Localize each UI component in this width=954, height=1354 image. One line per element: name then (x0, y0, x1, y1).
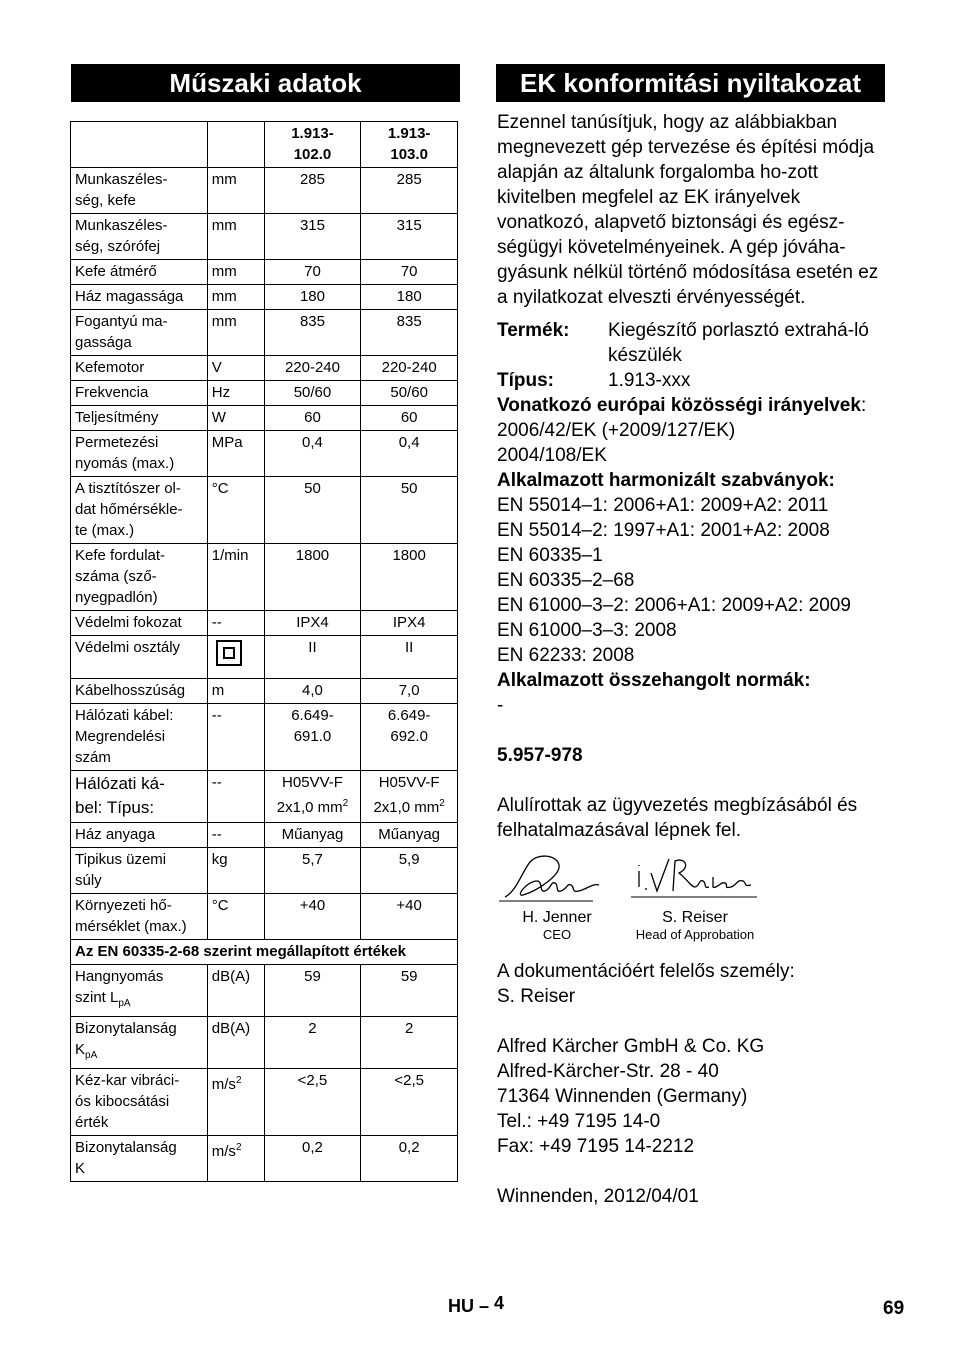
row-value (361, 544, 458, 611)
row-value-text: 835 (396, 313, 422, 330)
row-unit (207, 771, 264, 823)
company-line: 71364 Winnenden (Germany) (497, 1086, 748, 1107)
row-value-text: <2,5 (297, 1072, 328, 1089)
standard-item: EN 55014–2: 1997+A1: 2001+A2: 2008 (497, 520, 830, 541)
row-label-text: Hangnyomás szint L (75, 968, 164, 1006)
row-value-text: 315 (396, 217, 422, 234)
row-unit-text: dB(A) (211, 968, 251, 985)
row-unit (207, 260, 264, 285)
table-row (71, 704, 458, 771)
row-value (361, 260, 458, 285)
directive-item: 2006/42/EK (+2009/127/EK) (497, 420, 736, 441)
declaration-section (497, 110, 887, 1209)
row-value-text: +40 (299, 897, 326, 914)
row-value (361, 704, 458, 771)
row-label-text: Védelmi fokozat (75, 614, 182, 631)
row-label-text: Munkaszéles- ség, szórófej (75, 217, 168, 255)
footer-dash: – (479, 1296, 490, 1316)
column-header-text: 1.913- 103.0 (387, 125, 431, 163)
table-row (71, 406, 458, 431)
row-label (71, 679, 208, 704)
standards-label: Alkalmazott harmonizált szabványok: (497, 470, 835, 491)
row-label-text: Munkaszéles- ség, kefe (75, 171, 168, 209)
row-value (264, 1136, 361, 1182)
protection-class-ii-icon (216, 640, 242, 666)
row-unit (207, 544, 264, 611)
row-value (361, 823, 458, 848)
column-header-text: 1.913- 102.0 (291, 125, 334, 163)
row-unit (207, 285, 264, 310)
row-value-text: 0,4 (398, 434, 420, 451)
row-unit-text: dB(A) (211, 1020, 251, 1037)
row-value-text: 285 (299, 171, 325, 188)
row-value-text: 0,2 (302, 1139, 323, 1156)
row-unit (207, 477, 264, 544)
table-row (71, 1136, 458, 1182)
row-unit (207, 1069, 264, 1136)
row-label-text: Kéz-kar vibráci- ós kibocsátási érték (75, 1072, 180, 1131)
row-value-text: 835 (299, 313, 325, 330)
standard-item: EN 62233: 2008 (497, 645, 635, 666)
row-value-text: Műanyag (378, 826, 441, 843)
row-value (264, 1017, 361, 1069)
standard-item: EN 60335–1 (497, 545, 603, 566)
row-value-text: 0,4 (302, 434, 323, 451)
row-value-text: 6.649- 692.0 (387, 707, 431, 745)
table-row (71, 356, 458, 381)
signature-reiser-image (625, 851, 765, 909)
row-value (361, 381, 458, 406)
row-value (264, 285, 361, 310)
row-label (71, 285, 208, 310)
row-unit-text: mm (211, 288, 237, 305)
row-unit-text: mm (211, 313, 237, 330)
row-value-text: 70 (400, 263, 418, 280)
row-unit-text: °C (211, 480, 229, 497)
table-header-row (71, 122, 458, 168)
row-value (361, 771, 458, 823)
table-row (71, 431, 458, 477)
declaration-intro: Ezennel tanúsítjuk, hogy az alábbiakban megnevezett gép tervezése és építési módja alapján az általunk forgalomba ho-zott kivitelben megfelel az EK irányelvek vonatkozó, alapvető biztonsági és egész-ségügyi követelményeinek. A gép jóváha-gyásunk nélkül történő módosítása esetén ez a nyilatkozat elveszti érvényességét. (497, 112, 879, 308)
row-value-text: 50 (304, 480, 321, 497)
table-row (71, 636, 458, 679)
row-unit (207, 636, 264, 679)
row-value-text: Műanyag (281, 826, 344, 843)
table-row (71, 285, 458, 310)
row-unit (207, 1017, 264, 1069)
technical-data-header: Műszaki adatok (71, 64, 460, 102)
row-label-subscript: pA (85, 1050, 98, 1061)
row-unit (207, 406, 264, 431)
table-row (71, 679, 458, 704)
row-unit (207, 679, 264, 704)
row-value-superscript: 2 (342, 798, 349, 809)
row-value-text: H05VV-F 2x1,0 mm (373, 774, 440, 816)
norms-label: Alkalmazott összehangolt normák: (497, 670, 811, 691)
row-value (264, 214, 361, 260)
row-unit (207, 611, 264, 636)
column-header (361, 122, 458, 168)
table-header-empty (71, 122, 208, 168)
row-label (71, 636, 208, 679)
row-value-text: 2 (308, 1020, 317, 1037)
row-unit-text: m/s (211, 1143, 236, 1160)
company-line: Alfred-Kärcher-Str. 28 - 40 (497, 1061, 719, 1082)
row-value (361, 168, 458, 214)
row-value-text: 7,0 (398, 682, 420, 699)
row-value (264, 168, 361, 214)
row-unit-text: V (211, 359, 222, 376)
table-header-empty (207, 122, 264, 168)
row-label-text: Védelmi osztály (75, 639, 181, 656)
row-value (264, 848, 361, 894)
row-label-text: Hálózati kábel: Megrendelési szám (75, 707, 174, 766)
row-unit-text: -- (211, 826, 222, 843)
table-row (71, 965, 458, 1017)
row-value-text: 180 (299, 288, 325, 305)
row-value-text: 59 (400, 968, 418, 985)
row-label (71, 406, 208, 431)
row-value (264, 823, 361, 848)
row-value (264, 894, 361, 940)
row-unit-text: mm (211, 217, 237, 234)
row-unit-text: mm (211, 171, 237, 188)
directives-colon: : (860, 395, 867, 416)
row-unit (207, 704, 264, 771)
row-label (71, 356, 208, 381)
row-label (71, 214, 208, 260)
row-unit (207, 894, 264, 940)
row-label (71, 894, 208, 940)
section-title-row (71, 940, 458, 965)
row-value-text: 50 (400, 480, 418, 497)
row-unit-text: -- (211, 707, 222, 724)
row-value (264, 965, 361, 1017)
row-label-text: Frekvencia (75, 384, 149, 401)
signatures (497, 851, 887, 942)
row-value (361, 214, 458, 260)
row-value (264, 406, 361, 431)
row-label (71, 848, 208, 894)
row-label (71, 704, 208, 771)
row-value (264, 1069, 361, 1136)
row-value (264, 477, 361, 544)
row-unit (207, 823, 264, 848)
row-value (361, 679, 458, 704)
table-row (71, 544, 458, 611)
technical-data-table (70, 121, 458, 1182)
row-label-text: Fogantyú ma- gassága (75, 313, 168, 351)
row-value-text: 0,2 (398, 1139, 420, 1156)
row-unit (207, 965, 264, 1017)
place-date: Winnenden, 2012/04/01 (497, 1186, 699, 1207)
row-label-text: Permetezési nyomás (max.) (75, 434, 175, 472)
signer-name: S. Reiser (662, 909, 728, 926)
standard-item: EN 60335–2–68 (497, 570, 635, 591)
row-value-text: 60 (400, 409, 418, 426)
row-value-text: <2,5 (394, 1072, 424, 1089)
product-row (497, 318, 887, 368)
row-unit (207, 848, 264, 894)
row-unit-text: -- (211, 614, 222, 631)
standard-item: EN 61000–3–2: 2006+A1: 2009+A2: 2009 (497, 595, 851, 616)
row-value (264, 310, 361, 356)
row-value (264, 356, 361, 381)
type-label: Típus: (497, 370, 554, 391)
row-value (361, 285, 458, 310)
row-value-text: IPX4 (296, 614, 329, 631)
row-unit-text: W (211, 409, 226, 426)
row-label (71, 168, 208, 214)
row-label (71, 823, 208, 848)
company-line: Tel.: +49 7195 14-0 (497, 1111, 661, 1132)
column-header (264, 122, 361, 168)
row-value (361, 894, 458, 940)
row-label-text: Bizonytalanság K (75, 1139, 177, 1177)
table-row (71, 771, 458, 823)
directives-label: Vonatkozó európai közösségi irányelvek (497, 395, 861, 416)
section-title: Az EN 60335-2-68 szerint megállapított értékek (71, 940, 458, 965)
row-label (71, 260, 208, 285)
row-value (361, 1069, 458, 1136)
footer-section-label (448, 1293, 505, 1317)
row-value-text: II (308, 639, 317, 656)
table-row (71, 381, 458, 406)
row-label-text: Ház anyaga (75, 826, 156, 843)
row-value-text: 59 (304, 968, 321, 985)
row-value-text: 5,7 (302, 851, 323, 868)
footer-subpage: 4 (494, 1293, 505, 1313)
row-label (71, 381, 208, 406)
row-label (71, 611, 208, 636)
product-label: Termék: (497, 320, 570, 341)
row-unit-superscript: 2 (235, 1075, 242, 1086)
signer-role: CEO (542, 927, 572, 942)
row-value-text: 220-240 (284, 359, 340, 376)
table-row (71, 1017, 458, 1069)
row-unit-text: m (211, 682, 225, 699)
row-value-text: 50/60 (390, 384, 428, 401)
row-value-text: +40 (396, 897, 422, 914)
table-row (71, 611, 458, 636)
standard-item: EN 61000–3–3: 2008 (497, 620, 677, 641)
row-unit (207, 310, 264, 356)
table-row (71, 310, 458, 356)
row-value-text: 1800 (295, 547, 330, 564)
row-value (361, 406, 458, 431)
row-value (264, 544, 361, 611)
row-value (264, 704, 361, 771)
table-row (71, 848, 458, 894)
table-row (71, 1069, 458, 1136)
row-unit-text: °C (211, 897, 229, 914)
row-value (361, 636, 458, 679)
directive-item: 2004/108/EK (497, 445, 607, 466)
row-unit (207, 381, 264, 406)
row-value-text: 1800 (392, 547, 426, 564)
type-row (497, 368, 887, 393)
row-label (71, 544, 208, 611)
company-line: Alfred Kärcher GmbH & Co. KG (497, 1036, 765, 1057)
row-label (71, 771, 208, 823)
row-value (264, 431, 361, 477)
row-label-text: Kábelhosszúság (75, 682, 186, 699)
page-number: 69 (883, 1298, 905, 1319)
row-label-text: Ház magassága (75, 288, 184, 305)
signature-block-jenner (497, 851, 617, 942)
row-label-text: Teljesítmény (75, 409, 159, 426)
row-label (71, 431, 208, 477)
row-unit (207, 356, 264, 381)
row-value (361, 1017, 458, 1069)
signatories-text: Alulírottak az ügyvezetés megbízásából és felhatalmazásával lépnek fel. (497, 795, 858, 841)
row-value-text: H05VV-F 2x1,0 mm (276, 774, 343, 816)
row-unit (207, 1136, 264, 1182)
signature-block-reiser (625, 851, 765, 942)
row-unit-text: MPa (211, 434, 243, 451)
row-value-text: II (404, 639, 414, 656)
row-value-text: 60 (304, 409, 321, 426)
documentation-responsible-name: S. Reiser (497, 986, 576, 1007)
row-label-text: Tipikus üzemi súly (75, 851, 167, 889)
row-label-text: Környezeti hő- mérséklet (max.) (75, 897, 187, 935)
row-value (264, 611, 361, 636)
row-label (71, 1069, 208, 1136)
footer-lang: HU (448, 1296, 474, 1316)
row-unit-text: m/s (211, 1076, 236, 1093)
row-value (264, 771, 361, 823)
row-unit-text: 1/min (211, 547, 249, 564)
documentation-responsible-label: A dokumentációért felelős személy: (497, 961, 795, 982)
row-unit (207, 214, 264, 260)
row-value (264, 636, 361, 679)
row-value (264, 260, 361, 285)
row-value-text: 4,0 (302, 682, 323, 699)
signer-role: Head of Approbation (635, 927, 755, 942)
row-label (71, 965, 208, 1017)
row-value-text: 220-240 (381, 359, 437, 376)
row-value (361, 965, 458, 1017)
row-value-text: 180 (396, 288, 422, 305)
row-value (264, 679, 361, 704)
row-unit-text: -- (211, 774, 222, 791)
row-label-text: Kefe átmérő (75, 263, 157, 280)
row-label (71, 1017, 208, 1069)
row-value (361, 611, 458, 636)
row-value (264, 381, 361, 406)
row-value-text: 6.649- 691.0 (291, 707, 334, 745)
row-unit-superscript: 2 (235, 1142, 242, 1153)
signature-jenner-image (497, 851, 617, 909)
table-row (71, 168, 458, 214)
row-label-text: Hálózati ká- bel: Típus: (75, 774, 165, 817)
document-number: 5.957-978 (497, 745, 583, 766)
declaration-header: EK konformitási nyiltakozat (496, 64, 885, 102)
row-value-text: IPX4 (392, 614, 426, 631)
signer-name: H. Jenner (522, 909, 592, 926)
row-value-text: 5,9 (398, 851, 420, 868)
row-label-text: A tisztítószer ol- dat hőmérsékle- te (max.) (75, 480, 183, 539)
row-label-text: Kefemotor (75, 359, 145, 376)
standard-item: EN 55014–1: 2006+A1: 2009+A2: 2011 (497, 495, 829, 516)
row-value-text: 50/60 (293, 384, 332, 401)
row-label (71, 310, 208, 356)
row-unit-text: mm (211, 263, 237, 280)
row-value-superscript: 2 (439, 798, 445, 809)
table-row (71, 477, 458, 544)
row-label-text: Bizonytalanság K (75, 1020, 177, 1058)
row-unit-text: Hz (211, 384, 231, 401)
type-value: 1.913-xxx (608, 370, 691, 391)
norms-value: - (497, 695, 504, 716)
row-value (361, 310, 458, 356)
row-unit-text: kg (211, 851, 228, 868)
table-row (71, 823, 458, 848)
row-unit (207, 431, 264, 477)
row-value-text: 315 (299, 217, 325, 234)
row-value (361, 1136, 458, 1182)
table-row (71, 214, 458, 260)
product-value: Kiegészítő porlasztó extrahá-ló készülék (608, 320, 869, 366)
row-label-subscript: pA (118, 998, 131, 1009)
company-line: Fax: +49 7195 14-2212 (497, 1136, 695, 1157)
row-label (71, 477, 208, 544)
row-value (361, 356, 458, 381)
row-unit (207, 168, 264, 214)
row-value-text: 2 (404, 1020, 414, 1037)
table-row (71, 894, 458, 940)
row-label-text: Kefe fordulat- száma (sző- nyegpadlón) (75, 547, 166, 606)
row-value-text: 285 (396, 171, 422, 188)
row-value (361, 477, 458, 544)
row-value-text: 70 (304, 263, 321, 280)
row-value (361, 848, 458, 894)
row-value (361, 431, 458, 477)
table-row (71, 260, 458, 285)
row-label (71, 1136, 208, 1182)
